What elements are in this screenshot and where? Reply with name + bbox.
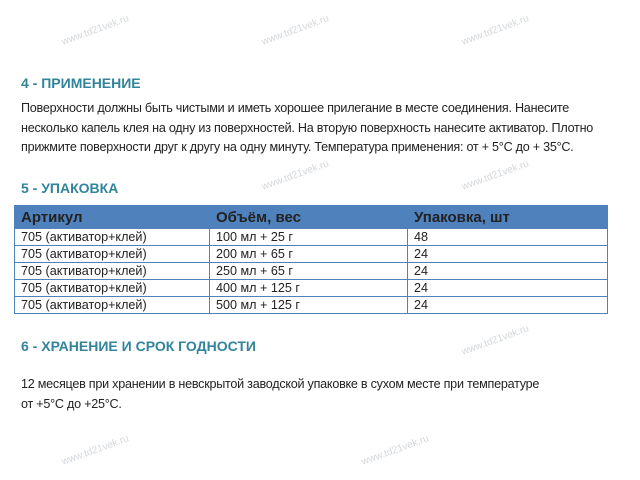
table-cell: 250 мл + 65 г bbox=[210, 263, 408, 280]
packaging-table bbox=[14, 205, 608, 314]
section-4-title: 4 - ПРИМЕНЕНИЕ bbox=[21, 75, 141, 91]
watermark: www.td21vek.ru bbox=[460, 158, 531, 193]
table-cell: 705 (активатор+клей) bbox=[15, 246, 210, 263]
watermark: www.td21vek.ru bbox=[460, 323, 531, 358]
table-cell: 48 bbox=[408, 229, 608, 246]
watermark: www.td21vek.ru bbox=[360, 433, 431, 468]
section-6-title: 6 - ХРАНЕНИЕ И СРОК ГОДНОСТИ bbox=[21, 338, 256, 354]
text-line: от +5°С до +25°С. bbox=[21, 396, 122, 411]
table-row bbox=[15, 246, 608, 263]
section-5-title: 5 - УПАКОВКА bbox=[21, 180, 119, 196]
table-cell: 24 bbox=[408, 246, 608, 263]
column-header: Упаковка, шт bbox=[408, 206, 608, 229]
table-cell: 100 мл + 25 г bbox=[210, 229, 408, 246]
text-line: Поверхности должны быть чистыми и иметь хорошее прилегание в месте соединения. Нанесите bbox=[21, 101, 569, 115]
watermark: www.td21vek.ru bbox=[460, 13, 531, 48]
table-cell: 705 (активатор+клей) bbox=[15, 229, 210, 246]
table-row bbox=[15, 263, 608, 280]
watermark: www.td21vek.ru bbox=[260, 158, 331, 193]
column-header: Артикул bbox=[15, 206, 210, 229]
text-line: 12 месяцев при хранении в невскрытой заводской упаковке в сухом месте при температуре bbox=[21, 377, 540, 391]
column-header: Объём, вес bbox=[210, 206, 408, 229]
table-row bbox=[15, 297, 608, 314]
table-cell: 200 мл + 65 г bbox=[210, 246, 408, 263]
section-6-text bbox=[21, 375, 539, 414]
table-cell: 705 (активатор+клей) bbox=[15, 280, 210, 297]
table-cell: 24 bbox=[408, 297, 608, 314]
table-cell: 705 (активатор+клей) bbox=[15, 263, 210, 280]
table-header-row bbox=[15, 206, 608, 229]
section-4-text bbox=[21, 99, 593, 158]
table-cell: 24 bbox=[408, 280, 608, 297]
table-row bbox=[15, 280, 608, 297]
table-cell: 705 (активатор+клей) bbox=[15, 297, 210, 314]
table-cell: 24 bbox=[408, 263, 608, 280]
table-cell: 500 мл + 125 г bbox=[210, 297, 408, 314]
watermark: www.td21vek.ru bbox=[60, 433, 131, 468]
watermark: www.td21vek.ru bbox=[60, 13, 131, 48]
watermark: www.td21vek.ru bbox=[260, 13, 331, 48]
table-row bbox=[15, 229, 608, 246]
text-line: прижмите поверхности друг к другу на одну минуту. Температура применения: от + 5°С до + 35°С. bbox=[21, 140, 574, 154]
text-line: несколько капель клея на одну из поверхностей. На вторую поверхность нанесите активатор. Плотно bbox=[21, 120, 594, 135]
table-cell: 400 мл + 125 г bbox=[210, 280, 408, 297]
